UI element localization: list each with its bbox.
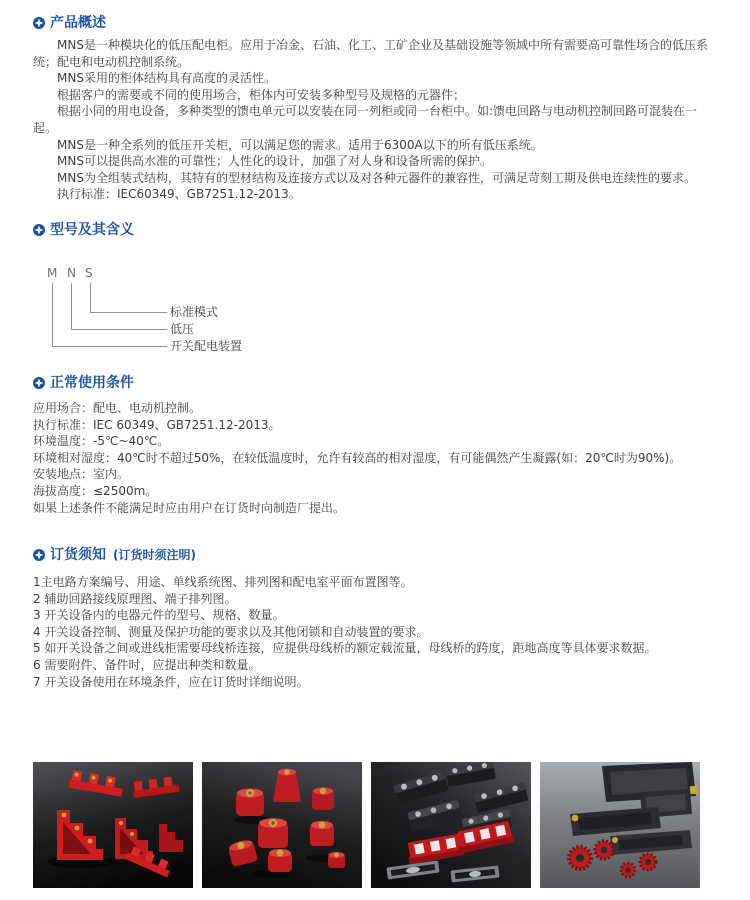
star-bullet-icon <box>33 224 45 236</box>
ordering-item: 2 辅助回路接线原理图、端子排列图。 <box>33 591 237 606</box>
terminal-blocks-photo <box>371 762 531 888</box>
section-title: 型号及其含义 <box>50 222 134 238</box>
ordering-item: 3 开关设备内的电器元件的型号、规格、数量。 <box>33 608 285 623</box>
section-title: 正常使用条件 <box>50 375 134 391</box>
overview-paragraph: 根据客户的需要或不同的使用场合，柜体内可安装多种型号及规格的元器件； <box>57 87 466 102</box>
conditions-lines <box>33 400 717 516</box>
condition-line: 海拔高度：≤2500m。 <box>33 483 158 498</box>
star-bullet-icon <box>33 549 45 561</box>
section-heading <box>33 221 717 239</box>
overview-paragraph: MNS为全组装式结构，其特有的型材结构及连接方式以及对各种元器件的兼容性，可满足苛刻工期及供电连续性的要求。 <box>57 170 696 185</box>
model-code-diagram <box>33 239 717 359</box>
overview-paragraph: MNS是一种全系列的低压开关柜，可以满足您的需求。适用于6300A以下的所有低压系统。 <box>57 137 543 152</box>
ordering-items <box>33 574 717 690</box>
section-heading <box>33 546 717 564</box>
star-bullet-icon <box>33 377 45 389</box>
condition-line: 执行标准：IEC 60349、GB7251.12-2013。 <box>33 417 281 432</box>
overview-paragraph: MNS采用的柜体结构具有高度的灵活性。 <box>57 71 276 86</box>
red-busbar-support-brackets-photo <box>33 762 193 888</box>
overview-paragraph: MNS可以提供高水准的可靠性；人性化的设计，加强了对人身和设备所需的保护。 <box>57 154 492 169</box>
ordering-item: 4 开关设备控制、测量及保护功能的要求以及其他闭锁和自动装置的要求。 <box>33 624 429 639</box>
section-heading <box>33 14 717 32</box>
model-meaning-s: 标准模式 <box>170 305 219 319</box>
section-title: 订货须知 <box>50 547 106 563</box>
red-busbar-insulators-photo <box>202 762 362 888</box>
busbar-holders-photo <box>540 762 700 888</box>
section-ordering-info <box>33 546 717 690</box>
model-letter-m: M <box>47 266 58 280</box>
section-service-conditions <box>33 374 717 516</box>
section-heading <box>33 374 717 392</box>
ordering-item: 5 如开关设备之间或进线柜需要母线桥连接，应提供母线桥的额定载流量，母线桥的跨度，距地高度等具体要求数据。 <box>33 641 657 656</box>
section-subtitle: (订货时须注明) <box>113 548 196 562</box>
star-bullet-icon <box>33 17 45 29</box>
model-letter-n: N <box>67 266 76 280</box>
overview-paragraph: 根据小同的用电设备，多种类型的馈电单元可以安装在同一列柜或同一台柜中。如:馈电回路与电动机控制回路可混装在一起。 <box>33 104 698 135</box>
overview-paragraph: MNS是一种模块化的低压配电柜。应用于冶金、石油、化工、工矿企业及基础设施等领域中所有需要高可靠性场合的低压系统；配电和电动机控制系统。 <box>33 38 708 69</box>
ordering-item: 7 开关设备使用在环境条件，应在订货时详细说明。 <box>33 674 309 689</box>
product-photos-row <box>33 762 700 888</box>
condition-line: 环境温度：-5℃~40℃。 <box>33 434 170 449</box>
ordering-item: 1主电路方案编号、用途、单线系统图、排列图和配电室平面布置图等。 <box>33 575 413 589</box>
overview-paragraphs <box>33 37 717 203</box>
overview-paragraph: 执行标准：IEC60349、GB7251.12-2013。 <box>57 187 301 202</box>
condition-line: 如果上述条件不能满足时应由用户在订货时向制造厂提出。 <box>33 500 346 515</box>
ordering-item: 6 需要附件、备件时，应提出种类和数量。 <box>33 657 261 672</box>
section-model-designation <box>33 221 717 359</box>
condition-line: 环境相对湿度：40℃时不超过50%，在较低温度时，允许有较高的相对湿度，有可能偶然产生凝露(如：20℃时为90%)。 <box>33 450 682 465</box>
condition-line: 安装地点：室内。 <box>33 467 130 482</box>
condition-line: 应用场合：配电、电动机控制。 <box>33 401 202 415</box>
model-meaning-m: 开关配电装置 <box>170 339 243 353</box>
model-letter-s: S <box>85 266 93 280</box>
model-code-line-m <box>52 283 167 347</box>
model-meaning-n: 低压 <box>170 322 195 336</box>
section-product-overview <box>33 14 717 203</box>
page-title: 产品概述 <box>50 15 106 31</box>
